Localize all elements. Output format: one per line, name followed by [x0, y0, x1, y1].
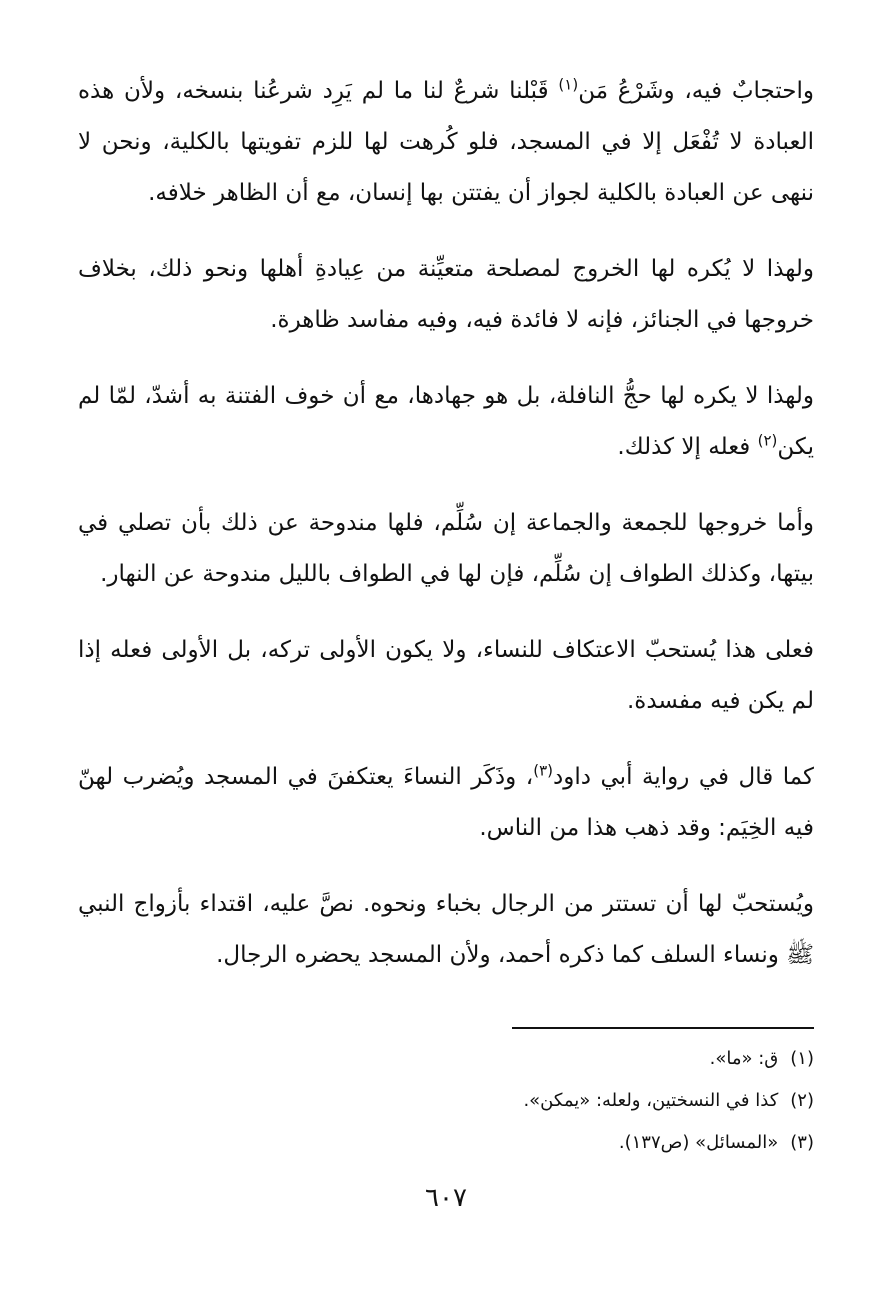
paragraph: [78, 371, 814, 473]
paragraph-text: فعله إلا كذلك.: [617, 434, 758, 460]
footnote-divider: [512, 1027, 814, 1029]
footnote-number: (٢): [790, 1090, 814, 1111]
footnote-reference: (٢): [757, 431, 778, 450]
paragraph-text: ويُستحبّ لها أن تستتر من الرجال بخباء ونحوه. نصَّ عليه، اقتداء بأزواج النبي ﷺ ونساء السلف كما ذكره أحمد، ولأن المسجد يحضره الرجال.: [78, 891, 814, 968]
main-text: [78, 66, 814, 1006]
paragraph-text: ، وذَكَر النساءَ يعتكفنَ في المسجد ويُضرب لهنّ فيه الخِيَم: وقد ذهب هذا من الناس.: [78, 764, 814, 841]
paragraph-text: وأما خروجها للجمعة والجماعة إن سُلِّم، فلها مندوحة عن ذلك بأن تصلي في بيتها، وكذلك الطواف إن سُلِّم، فإن لها في الطواف بالليل مندوحة عن النهار.: [78, 510, 814, 587]
paragraph-text: ولهذا لا يكره لها حجُّ النافلة، بل هو جهادها، مع أن خوف الفتنة به أشدّ، لمّا لم يكن: [78, 383, 814, 460]
paragraph: [78, 879, 814, 981]
footnote-text: كذا في النسختين، ولعله: «يمكن».: [523, 1090, 779, 1111]
paragraph-text: واحتجابٌ فيه، وشَرْعُ مَن: [578, 78, 815, 104]
paragraph-text: قَبْلنا شرعٌ لنا ما لم يَرِد شرعُنا بنسخه، ولأن هذه العبادة لا تُفْعَل إلا في المسجد، فلو كُرهت لها للزم تفويتها بالكلية، ونحن لا ننهى عن العبادة بالكلية لجواز أن يفتتن بها إنسان، مع أن الظاهر خلافه.: [78, 78, 814, 206]
footnote: [78, 1038, 814, 1080]
paragraph: [78, 244, 814, 346]
paragraph-text: فعلى هذا يُستحبّ الاعتكاف للنساء، ولا يكون الأولى تركه، بل الأولى فعله إذا لم يكن فيه مفسدة.: [78, 637, 814, 714]
footnote: [78, 1122, 814, 1164]
footnote-reference: (١): [558, 75, 579, 94]
paragraph: [78, 625, 814, 727]
paragraph-text: كما قال في رواية أبي داود: [553, 764, 815, 790]
page-number: ٦٠٧: [425, 1183, 467, 1213]
footnote-number: (٣): [790, 1132, 814, 1153]
footnote-text: «المسائل» (ص١٣٧).: [618, 1132, 779, 1153]
footnote-number: (١): [790, 1048, 814, 1069]
paragraph: [78, 498, 814, 600]
footnote-reference: (٣): [533, 761, 553, 780]
footnotes: [78, 1038, 814, 1164]
paragraph-text: ولهذا لا يُكره لها الخروج لمصلحة متعيِّنة من عِيادةِ أهلها ونحو ذلك، بخلاف خروجها في الجنائز، فإنه لا فائدة فيه، وفيه مفاسد ظاهرة.: [78, 256, 814, 333]
footnote: [78, 1080, 814, 1122]
paragraph: [78, 752, 814, 854]
paragraph: [78, 66, 814, 219]
footnote-text: ق: «ما».: [709, 1048, 779, 1069]
